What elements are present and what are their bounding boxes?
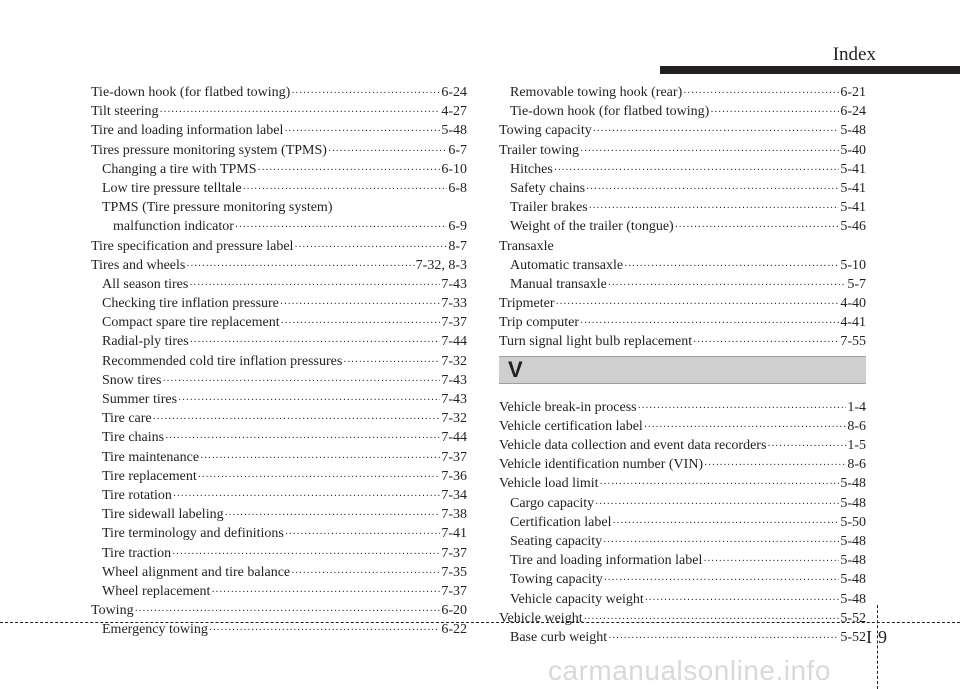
entry-page: 7-44 xyxy=(441,430,467,446)
leader-dots xyxy=(343,353,440,372)
index-entry xyxy=(499,474,866,493)
entry-page: 7-38 xyxy=(441,507,467,523)
entry-label: Compact spare tire replacement xyxy=(102,315,280,331)
leader-dots xyxy=(675,218,840,237)
entry-label: Cargo capacity xyxy=(510,495,595,511)
index-entry xyxy=(499,628,866,647)
entry-page: 5-7 xyxy=(847,276,866,292)
entry-label: Tire and loading information label xyxy=(91,123,284,139)
entry-page: 7-32, 8-3 xyxy=(415,257,467,273)
entry-page: 8-7 xyxy=(448,238,467,254)
leader-dots xyxy=(209,621,440,640)
entry-page: 6-9 xyxy=(448,219,467,235)
entry-page: 6-7 xyxy=(448,142,467,158)
index-entry xyxy=(499,494,866,513)
entry-page: 6-20 xyxy=(441,603,467,619)
entry-label: Certification label xyxy=(510,514,612,530)
entry-label: Radial-ply tires xyxy=(102,334,189,350)
entry-label: Tilt steering xyxy=(91,104,159,120)
entry-page: 7-43 xyxy=(441,276,467,292)
leader-dots xyxy=(160,103,441,122)
leader-dots xyxy=(604,571,840,590)
entry-label: Safety chains xyxy=(510,180,586,196)
leader-dots xyxy=(291,84,440,103)
leader-dots xyxy=(580,142,839,161)
page-number xyxy=(866,627,893,648)
footer-rule xyxy=(0,622,960,623)
leader-dots xyxy=(281,314,441,333)
leader-dots xyxy=(165,429,440,448)
entry-label: Vehicle load limit xyxy=(499,476,599,492)
leader-dots xyxy=(624,257,839,276)
entry-page: 4-27 xyxy=(441,104,467,120)
entry-label: Wheel replacement xyxy=(102,583,211,599)
entry-page: 7-33 xyxy=(441,296,467,312)
entry-label: Trailer brakes xyxy=(510,200,588,216)
index-entry xyxy=(91,102,467,121)
index-column-left xyxy=(91,83,467,639)
leader-dots xyxy=(767,437,846,456)
leader-dots xyxy=(198,468,441,487)
index-entry xyxy=(91,217,467,236)
index-entry xyxy=(91,256,467,275)
entry-label: Wheel alignment and tire balance xyxy=(102,564,291,580)
watermark: carmanualsonline.info xyxy=(548,655,831,686)
leader-dots xyxy=(612,514,839,533)
index-entry xyxy=(91,332,467,351)
index-entry xyxy=(499,237,866,256)
entry-page: 5-48 xyxy=(840,123,866,139)
entry-page: 5-50 xyxy=(840,514,866,530)
leader-dots xyxy=(291,564,440,583)
entry-page: 5-46 xyxy=(840,219,866,235)
entry-page: 7-55 xyxy=(840,334,866,350)
index-entry xyxy=(91,83,467,102)
index-entry xyxy=(499,294,866,313)
entry-page: 5-48 xyxy=(840,476,866,492)
leader-dots xyxy=(644,418,847,437)
entry-page: 5-48 xyxy=(840,553,866,569)
leader-dots xyxy=(595,495,839,514)
index-entry xyxy=(499,455,866,474)
leader-dots xyxy=(586,180,839,199)
index-entry xyxy=(91,275,467,294)
leader-dots xyxy=(555,295,839,314)
leader-dots xyxy=(683,84,839,103)
entry-page: 6-24 xyxy=(840,104,866,120)
entry-label: malfunction indicator xyxy=(113,219,234,235)
index-entry xyxy=(91,620,467,639)
leader-dots xyxy=(243,180,448,199)
index-entry xyxy=(91,313,467,332)
entry-page: 5-41 xyxy=(840,200,866,216)
leader-dots xyxy=(638,399,847,418)
entry-label: TPMS (Tire pressure monitoring system) xyxy=(102,200,333,216)
index-entry xyxy=(91,601,467,620)
index-entry xyxy=(499,217,866,236)
entry-label: Weight of the trailer (tongue) xyxy=(510,219,674,235)
index-entry xyxy=(499,313,866,332)
leader-dots xyxy=(173,487,440,506)
entry-label: Transaxle xyxy=(499,238,554,254)
entry-page: 5-52 xyxy=(840,629,866,645)
index-entry xyxy=(91,448,467,467)
index-entry xyxy=(91,352,467,371)
entry-label: Snow tires xyxy=(102,372,162,388)
index-entry xyxy=(499,102,866,121)
entry-page: 7-34 xyxy=(441,487,467,503)
section-letter: V xyxy=(508,356,523,382)
index-entry xyxy=(499,332,866,351)
entry-label: Towing capacity xyxy=(510,572,603,588)
entry-page: 5-48 xyxy=(840,495,866,511)
index-entry xyxy=(499,609,866,628)
entry-label: Tire specification and pressure label xyxy=(91,238,294,254)
leader-dots xyxy=(584,610,840,629)
entry-label: Tie-down hook (for flatbed towing) xyxy=(510,104,710,120)
entry-label: Summer tires xyxy=(102,392,178,407)
leader-dots xyxy=(554,161,840,180)
entry-label: Tire terminology and definitions xyxy=(102,526,284,542)
entry-page: 4-40 xyxy=(840,296,866,312)
leader-dots xyxy=(645,591,840,610)
entry-label: Trip computer xyxy=(499,315,579,331)
leader-dots xyxy=(608,276,847,295)
entry-page: 6-10 xyxy=(441,161,467,177)
entry-label: Trailer towing xyxy=(499,142,579,158)
entry-page: 5-48 xyxy=(840,591,866,607)
index-column-right xyxy=(499,83,866,647)
entry-label: Tire traction xyxy=(102,545,172,561)
index-entry xyxy=(91,198,467,217)
page-title: Index xyxy=(832,44,876,65)
index-entry xyxy=(499,570,866,589)
entry-label: Tire sidewall labeling xyxy=(102,507,224,523)
index-entry xyxy=(91,121,467,140)
entry-label: Emergency towing xyxy=(102,622,208,638)
index-entry xyxy=(499,198,866,217)
leader-dots xyxy=(608,629,839,648)
index-entry xyxy=(499,160,866,179)
entry-page: 1-5 xyxy=(847,438,866,453)
entry-page: 7-41 xyxy=(441,526,467,542)
section-letter-bar xyxy=(499,356,866,384)
entry-label: Automatic transaxle xyxy=(510,257,624,273)
leader-dots xyxy=(153,410,441,429)
header-bar xyxy=(660,66,960,74)
leader-dots xyxy=(600,475,840,494)
index-entry xyxy=(499,179,866,198)
entry-label: Removable towing hook (rear) xyxy=(510,85,683,100)
entry-label: Tires pressure monitoring system (TPMS) xyxy=(91,142,327,158)
entry-label: Seating capacity xyxy=(510,533,603,549)
entry-page: 7-37 xyxy=(441,449,467,465)
entry-page: 7-37 xyxy=(441,315,467,331)
entry-label: Tire replacement xyxy=(102,468,197,484)
entry-page: 1-4 xyxy=(847,399,866,415)
index-entry xyxy=(91,486,467,505)
index-entry xyxy=(91,409,467,428)
entry-label: Vehicle identification number (VIN) xyxy=(499,457,704,473)
entry-page: 5-10 xyxy=(840,257,866,273)
leader-dots xyxy=(328,142,447,161)
leader-dots xyxy=(211,583,440,602)
leader-dots xyxy=(693,333,839,352)
entry-page: 5-41 xyxy=(840,161,866,177)
entry-page: 8-6 xyxy=(847,457,866,473)
leader-dots xyxy=(280,295,440,314)
entry-page: 8-6 xyxy=(847,418,866,434)
leader-dots xyxy=(225,506,441,525)
index-entry xyxy=(499,121,866,140)
leader-dots xyxy=(285,525,440,544)
index-entry xyxy=(91,294,467,313)
entry-label: Vehicle capacity weight xyxy=(510,591,644,607)
entry-page: 5-41 xyxy=(840,180,866,196)
entry-page: 5-48 xyxy=(840,533,866,549)
entry-page: 7-32 xyxy=(441,353,467,369)
entry-page: 7-43 xyxy=(441,392,467,407)
leader-dots xyxy=(189,276,440,295)
footer-page-number: 9 xyxy=(878,627,893,647)
index-entry xyxy=(499,398,866,417)
entry-page: 6-24 xyxy=(441,85,467,100)
entry-page: 5-48 xyxy=(840,572,866,588)
entry-label: Hitches xyxy=(510,161,553,177)
index-entry xyxy=(499,551,866,570)
entry-label: Vehicle break-in process xyxy=(499,399,637,415)
entry-label: Tire chains xyxy=(102,430,165,446)
entry-page: 5-40 xyxy=(840,142,866,158)
entry-label: Tire and loading information label xyxy=(510,553,703,569)
entry-label: Towing xyxy=(91,603,134,619)
index-entry xyxy=(499,590,866,609)
leader-dots xyxy=(710,103,839,122)
entry-label: Vehicle certification label xyxy=(499,418,643,434)
leader-dots xyxy=(603,533,839,552)
leader-dots xyxy=(704,456,846,475)
index-entry xyxy=(91,160,467,179)
entry-page: 7-35 xyxy=(441,564,467,580)
index-entry xyxy=(499,141,866,160)
index-entry xyxy=(91,544,467,563)
leader-dots xyxy=(593,122,840,141)
entry-page: 7-37 xyxy=(441,545,467,561)
index-entry xyxy=(91,505,467,524)
entry-label: Checking tire inflation pressure xyxy=(102,296,279,312)
entry-label: Recommended cold tire inflation pressures xyxy=(102,353,343,369)
leader-dots xyxy=(190,333,441,352)
index-entry xyxy=(91,563,467,582)
entry-page: 7-37 xyxy=(441,583,467,599)
entry-page: 7-32 xyxy=(441,411,467,427)
leader-dots xyxy=(589,199,840,218)
entry-page: 4-41 xyxy=(840,315,866,331)
leader-dots xyxy=(163,372,441,391)
entry-page: 7-44 xyxy=(441,334,467,350)
entry-page: 7-43 xyxy=(441,372,467,388)
index-entry xyxy=(91,390,467,409)
index-entry xyxy=(499,256,866,275)
leader-dots xyxy=(258,161,441,180)
entry-label: Turn signal light bulb replacement xyxy=(499,334,693,350)
entry-page: 6-21 xyxy=(840,85,866,100)
index-entry xyxy=(499,275,866,294)
entry-label: Tire maintenance xyxy=(102,449,200,465)
leader-dots xyxy=(172,545,440,564)
entry-label: Manual transaxle xyxy=(510,276,607,292)
entry-page: 6-8 xyxy=(448,180,467,196)
leader-dots xyxy=(200,449,440,468)
index-entry xyxy=(91,428,467,447)
entry-page: 7-36 xyxy=(441,468,467,484)
leader-dots xyxy=(294,238,447,257)
footer-section: I xyxy=(866,627,878,647)
index-entry xyxy=(499,513,866,532)
leader-dots xyxy=(135,602,441,621)
entry-label: Tire rotation xyxy=(102,487,172,503)
index-entry xyxy=(91,179,467,198)
entry-page: 6-22 xyxy=(441,622,467,638)
entry-label: All season tires xyxy=(102,276,189,292)
entry-label: Tire care xyxy=(102,411,152,427)
index-entry xyxy=(91,582,467,601)
index-entry xyxy=(499,436,866,455)
entry-label: Changing a tire with TPMS xyxy=(102,161,257,177)
entry-label: Base curb weight xyxy=(510,629,608,645)
leader-dots xyxy=(703,552,839,571)
index-entry xyxy=(499,83,866,102)
entry-label: Towing capacity xyxy=(499,123,592,139)
leader-dots xyxy=(235,218,447,237)
index-entry xyxy=(499,532,866,551)
entry-label: Tripmeter xyxy=(499,296,555,312)
entry-label: Vehicle data collection and event data recorders xyxy=(499,438,767,453)
index-entry xyxy=(91,141,467,160)
index-entry xyxy=(499,417,866,436)
entry-page: 5-52 xyxy=(840,610,866,626)
index-entry xyxy=(91,524,467,543)
leader-dots xyxy=(580,314,839,333)
leader-dots xyxy=(186,257,414,276)
entry-label: Low tire pressure telltale xyxy=(102,180,242,196)
leader-dots xyxy=(178,391,440,410)
entry-label: Vehicle weight xyxy=(499,610,583,626)
leader-dots xyxy=(284,122,440,141)
entry-label: Tires and wheels xyxy=(91,257,186,273)
index-entry xyxy=(91,371,467,390)
index-entry xyxy=(91,237,467,256)
entry-page: 5-48 xyxy=(441,123,467,139)
index-entry xyxy=(91,467,467,486)
entry-label: Tie-down hook (for flatbed towing) xyxy=(91,85,291,100)
